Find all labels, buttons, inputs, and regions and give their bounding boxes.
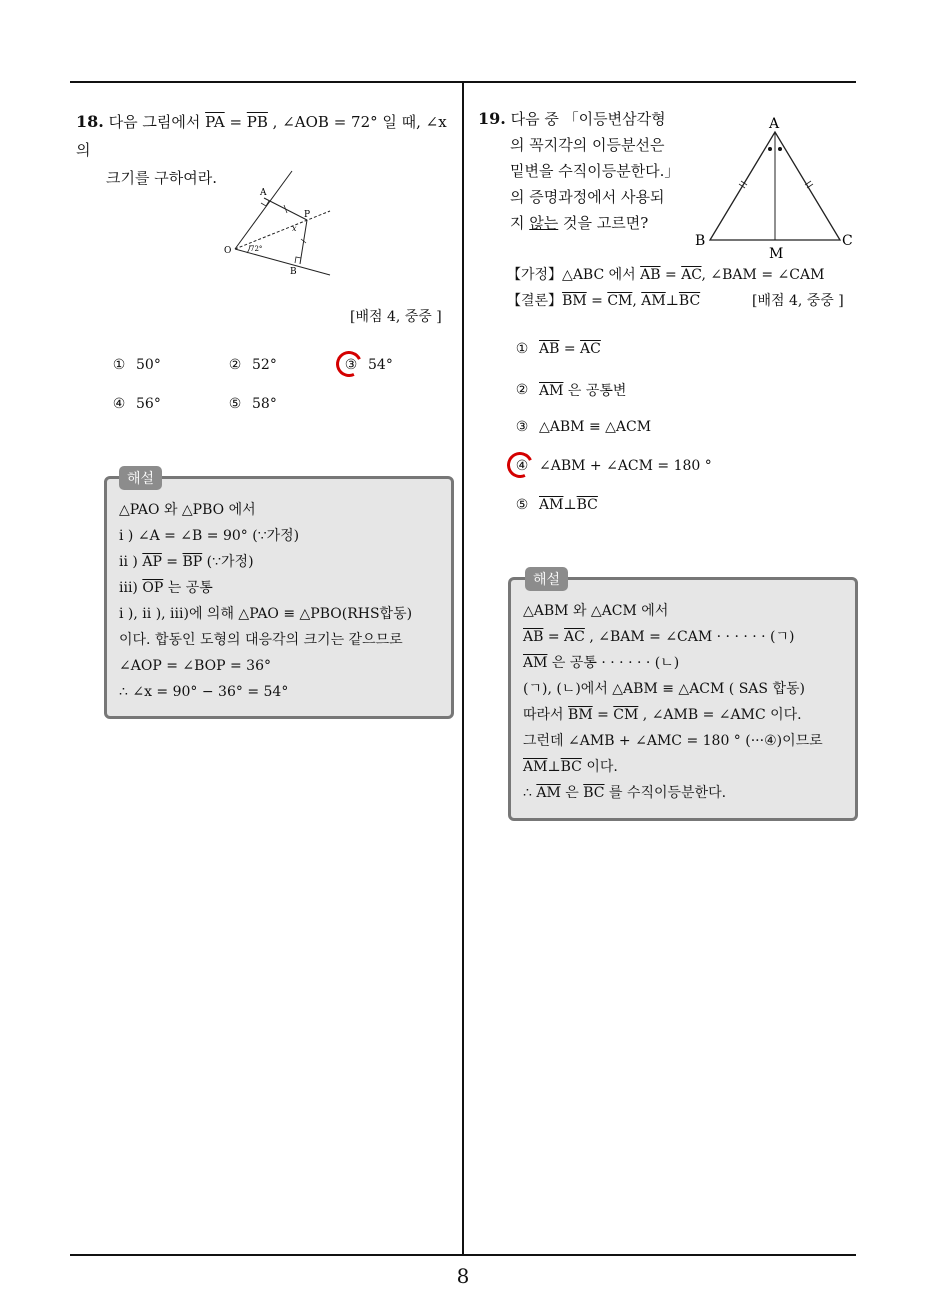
choice-number: ③ xyxy=(515,419,529,435)
exp-seg: $\overline{AM}$ xyxy=(523,759,548,775)
q19-text: 지 xyxy=(510,214,530,232)
exp-line: 그런데 ∠AMB + ∠AMC = 180 ° (···④)이므로 xyxy=(523,733,823,749)
q19-choice-1[interactable] xyxy=(513,341,601,357)
q18-number: 18. xyxy=(76,112,104,131)
exp-seg: $\overline{BC}$ xyxy=(560,759,582,775)
exp-line: ∠AOP = ∠BOP = 36° xyxy=(119,658,271,674)
concl-text: = xyxy=(586,293,608,309)
q19-number: 19. xyxy=(478,109,506,128)
exp-line: ∴ ∠x = 90° − 36° = 54° xyxy=(119,684,289,700)
exp-line xyxy=(523,650,823,676)
choice-value xyxy=(539,497,598,513)
choice-number: ① xyxy=(515,341,529,357)
bottom-rule xyxy=(70,1254,856,1256)
exp-text: iii) xyxy=(119,580,143,596)
q18-score: [배점 4, 중중 ] xyxy=(350,309,442,325)
choice-seg: $\overline{BC}$ xyxy=(576,497,598,513)
choice-text: = xyxy=(559,341,581,357)
choice-number-marked xyxy=(513,458,531,474)
q18-line2: 크기를 구하여라. xyxy=(106,169,217,187)
exp-text: (∵가정) xyxy=(202,554,254,570)
choice-value: 56° xyxy=(136,396,161,412)
choice-seg: $\overline{AB}$ xyxy=(539,341,560,357)
choice-number: ① xyxy=(112,357,126,373)
choice-value: 52° xyxy=(252,357,277,373)
exp-line: 이다. 합동인 도형의 대응각의 크기는 같으므로 xyxy=(119,632,403,648)
exp-line xyxy=(523,702,823,728)
choice-value: 58° xyxy=(252,396,277,412)
page-number: 8 xyxy=(456,1264,470,1288)
exp-seg: $\overline{BP}$ xyxy=(182,554,203,570)
choice-number: ⑤ xyxy=(228,396,242,412)
concl-text: , xyxy=(632,293,642,309)
exp-text: 은 공통 · · · · · · (ㄴ) xyxy=(547,655,680,671)
exp-line xyxy=(523,780,823,806)
q19-choice-2[interactable] xyxy=(513,380,626,400)
q18-explanation-tag: 해설 xyxy=(119,466,162,490)
q19-conclusion xyxy=(507,290,700,310)
exp-text: ⊥ xyxy=(547,759,561,775)
q19-line: 의 증명과정에서 사용되 xyxy=(510,188,665,206)
exp-seg: $\overline{BC}$ xyxy=(583,785,605,801)
concl-seg: $\overline{BC}$ xyxy=(678,293,701,309)
q19-label-m: M xyxy=(769,246,784,262)
choice-text: ⊥ xyxy=(563,497,577,513)
q18-choice-4[interactable] xyxy=(110,396,161,412)
choice-value xyxy=(539,380,626,400)
exp-line: i ) ∠A = ∠B = 90° (∵가정) xyxy=(119,528,300,544)
exp-seg: $\overline{AP}$ xyxy=(142,554,162,570)
choice-number: ② xyxy=(515,382,529,398)
q19-underlined-word: 않는 xyxy=(529,214,559,232)
choice-number: ② xyxy=(228,357,242,373)
q19-figure xyxy=(690,112,865,262)
exp-text: 를 수직이등분한다. xyxy=(604,785,727,801)
exp-text: = xyxy=(592,707,614,723)
concl-text: 【결론】 xyxy=(507,293,563,309)
selected-answer-mark xyxy=(503,448,536,481)
q19-choice-3[interactable] xyxy=(513,419,651,435)
choice-seg: $\overline{AM}$ xyxy=(539,383,564,399)
exp-text: = xyxy=(543,629,565,645)
q18-figure xyxy=(220,165,340,280)
exp-seg: $\overline{AC}$ xyxy=(564,629,585,645)
q19-explanation-box xyxy=(508,572,858,821)
q18-label-x: x xyxy=(292,224,297,233)
exp-seg: $\overline{AM}$ xyxy=(523,655,548,671)
q19-line: 다음 중 「이등변삼각형 xyxy=(510,110,666,128)
choice-value xyxy=(539,341,601,357)
exp-text: 은 xyxy=(560,785,584,801)
concl-seg: $\overline{BM}$ xyxy=(562,293,587,309)
exp-text: , ∠AMB = ∠AMC 이다. xyxy=(638,707,802,723)
q19-label-c: C xyxy=(842,233,853,249)
q18-seg-bp xyxy=(300,220,307,264)
given-text: , ∠BAM = ∠CAM xyxy=(701,267,825,283)
concl-seg: $\overline{AM}$ xyxy=(641,293,666,309)
q18-choice-2[interactable] xyxy=(226,357,277,373)
exp-seg: $\overline{BM}$ xyxy=(568,707,593,723)
choice-number: ③ xyxy=(344,357,358,373)
q18-line1-post: , ∠AOB = 72° 일 때, ∠x 의 xyxy=(76,113,447,159)
q18-label-b: B xyxy=(290,267,297,277)
exp-line xyxy=(119,549,412,575)
q19-angle-dot xyxy=(768,147,772,151)
q19-stem xyxy=(478,106,708,236)
q18-choice-1[interactable] xyxy=(110,357,161,373)
q19-line: 의 꼭지각의 이등분선은 xyxy=(510,136,665,154)
q19-choice-4[interactable] xyxy=(513,458,712,474)
exp-text: ii ) xyxy=(119,554,143,570)
q18-explanation-lines xyxy=(119,497,412,705)
q19-assumption xyxy=(507,264,824,284)
q18-label-angle: 72° xyxy=(250,245,263,253)
column-divider xyxy=(462,81,464,1256)
q19-line: 밑변을 수직이등분한다.」 xyxy=(510,162,680,180)
q19-line xyxy=(478,210,708,236)
exp-text: 이다. xyxy=(581,759,618,775)
q18-label-a: A xyxy=(260,188,267,198)
q18-right-angle-a xyxy=(261,201,269,206)
exp-text: ∴ xyxy=(523,785,537,801)
q18-seg-pb: $\overline{PB}$ xyxy=(246,113,268,131)
q18-label-p: P xyxy=(304,210,311,220)
q19-explanation-lines xyxy=(523,598,823,806)
exp-text: 따라서 xyxy=(523,707,569,723)
choice-seg: $\overline{AC}$ xyxy=(580,341,601,357)
q19-score: [배점 4, 중중 ] xyxy=(752,293,844,309)
q19-label-a: A xyxy=(769,116,780,132)
exp-line: △PAO 와 △PBO 에서 xyxy=(119,502,256,518)
given-text: = xyxy=(660,267,682,283)
given-text: 【가정】△ABC 에서 xyxy=(507,267,641,283)
q18-eq: = xyxy=(224,113,247,131)
q18-explanation-box xyxy=(104,471,454,719)
exp-text: , ∠BAM = ∠CAM · · · · · · (ㄱ) xyxy=(584,629,795,645)
choice-value: 54° xyxy=(368,357,393,373)
concl-text: ⊥ xyxy=(665,293,679,309)
choice-number: ④ xyxy=(112,396,126,412)
choice-number: ⑤ xyxy=(515,497,529,513)
exp-seg: $\overline{CM}$ xyxy=(613,707,639,723)
exp-line xyxy=(523,754,823,780)
given-seg: $\overline{AB}$ xyxy=(640,267,661,283)
q19-explanation-tag: 해설 xyxy=(525,567,568,591)
exp-line xyxy=(119,575,412,601)
q18-choice-5[interactable] xyxy=(226,396,277,412)
exp-seg: $\overline{AM}$ xyxy=(536,785,561,801)
exp-text: = xyxy=(161,554,183,570)
q19-text: 것을 고르면? xyxy=(558,214,649,232)
exp-seg: $\overline{AB}$ xyxy=(523,629,544,645)
choice-value: ∠ABM + ∠ACM = 180 ° xyxy=(539,458,712,474)
q18-line1-pre: 다음 그림에서 xyxy=(108,113,206,131)
q19-label-b: B xyxy=(695,233,706,249)
choice-value: 50° xyxy=(136,357,161,373)
exp-line xyxy=(523,624,823,650)
concl-seg: $\overline{CM}$ xyxy=(607,293,633,309)
given-seg: $\overline{AC}$ xyxy=(681,267,702,283)
q18-label-o: O xyxy=(224,246,232,256)
choice-text: 은 공통변 xyxy=(563,383,627,399)
exp-line: i ), ii ), iii)에 의해 △PAO ≡ △PBO(RHS합동) xyxy=(119,606,413,622)
choice-number: ④ xyxy=(515,458,529,474)
exp-line: △ABM 와 △ACM 에서 xyxy=(523,603,669,619)
exp-line: (ㄱ), (ㄴ)에서 △ABM ≡ △ACM ( SAS 합동) xyxy=(523,681,805,697)
choice-seg: $\overline{AM}$ xyxy=(539,497,564,513)
q19-choice-5[interactable] xyxy=(513,497,598,513)
q19-angle-dot xyxy=(778,147,782,151)
selected-answer-mark xyxy=(332,347,365,380)
q18-choice-3[interactable] xyxy=(342,357,393,373)
exp-seg: $\overline{OP}$ xyxy=(142,580,164,596)
choice-value: △ABM ≡ △ACM xyxy=(539,419,652,435)
exp-text: 는 공통 xyxy=(163,580,213,596)
choice-number-marked xyxy=(342,357,360,373)
q18-seg-pa: $\overline{PA}$ xyxy=(205,113,225,131)
